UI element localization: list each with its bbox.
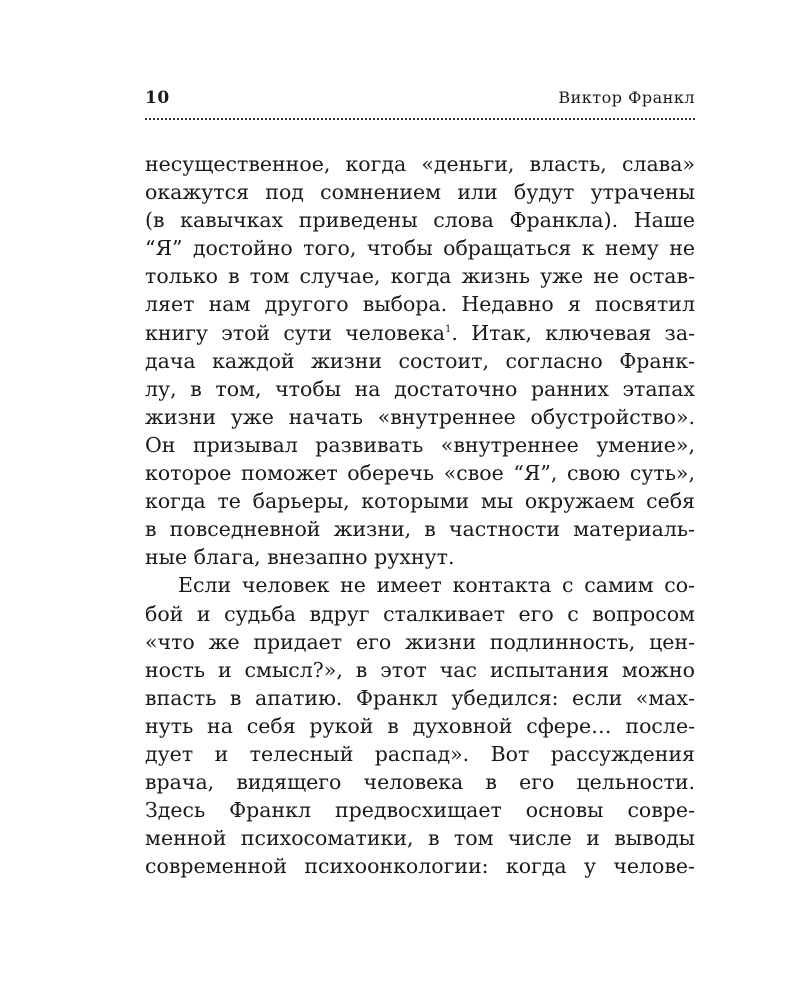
text-line: “Я” достойно того, чтобы обращаться к нему не [145, 236, 695, 261]
text-line [145, 319, 695, 347]
text-line: Здесь Франкл предвосхищает основы совре- [145, 798, 695, 823]
text-line: Он призывал развивать «внутреннее умение», [145, 432, 695, 457]
text-line: бой и судьба вдруг сталкивает его с вопросом [145, 601, 695, 626]
text-segment: . Итак, ключевая за- [451, 320, 696, 345]
text-line: лу, в том, чтобы на достаточно ранних этапах [145, 376, 695, 401]
text-line: врача, видящего человека в его цельности. [145, 770, 695, 795]
text-line: в повседневной жизни, в частности материаль- [145, 517, 695, 542]
text-line: ные блага, внезапно рухнут. [145, 545, 455, 570]
text-line: жизни уже начать «внутреннее обустройство». [145, 404, 695, 429]
text-segment: книгу этой сути человека [145, 320, 446, 345]
text-line: «что же придает его жизни подлинность, цен- [145, 629, 695, 654]
text-line: которое поможет оберечь «свое “Я”, свою суть», [145, 461, 695, 486]
text-line: современной психоонкологии: когда у челове- [145, 854, 695, 879]
text-line: дует и телесный распад». Вот рассуждения [145, 741, 695, 766]
header-divider [145, 118, 695, 120]
text-line: впасть в апатию. Франкл убедился: если «мах- [145, 685, 695, 710]
page-header [145, 84, 695, 114]
text-line: окажутся под сомнением или будут утрачены [145, 180, 695, 205]
text-line: (в кавычках приведены слова Франкла). Наше [145, 208, 695, 233]
text-line: ность и смысл?», в этот час испытания можно [145, 657, 695, 682]
running-title: Виктор Франкл [558, 88, 695, 107]
text-line: Если человек не имеет контакта с самим со- [178, 573, 695, 598]
text-line: когда те барьеры, которыми мы окружаем себя [145, 489, 695, 514]
text-line: дача каждой жизни состоит, согласно Франк- [145, 348, 695, 373]
text-line: несущественное, когда «деньги, власть, слава» [145, 152, 695, 176]
text-line: менной психосоматики, в том числе и выводы [145, 826, 695, 851]
text-line: ляет нам другого выбора. Недавно я посвятил [145, 292, 695, 317]
page-number: 10 [145, 88, 170, 108]
footnote-reference[interactable]: 1 [445, 323, 452, 335]
text-line: только в том случае, когда жизнь уже не остав- [145, 264, 695, 289]
body-text [145, 150, 695, 880]
text-line: нуть на себя рукой в духовной сфере… после- [145, 713, 695, 738]
